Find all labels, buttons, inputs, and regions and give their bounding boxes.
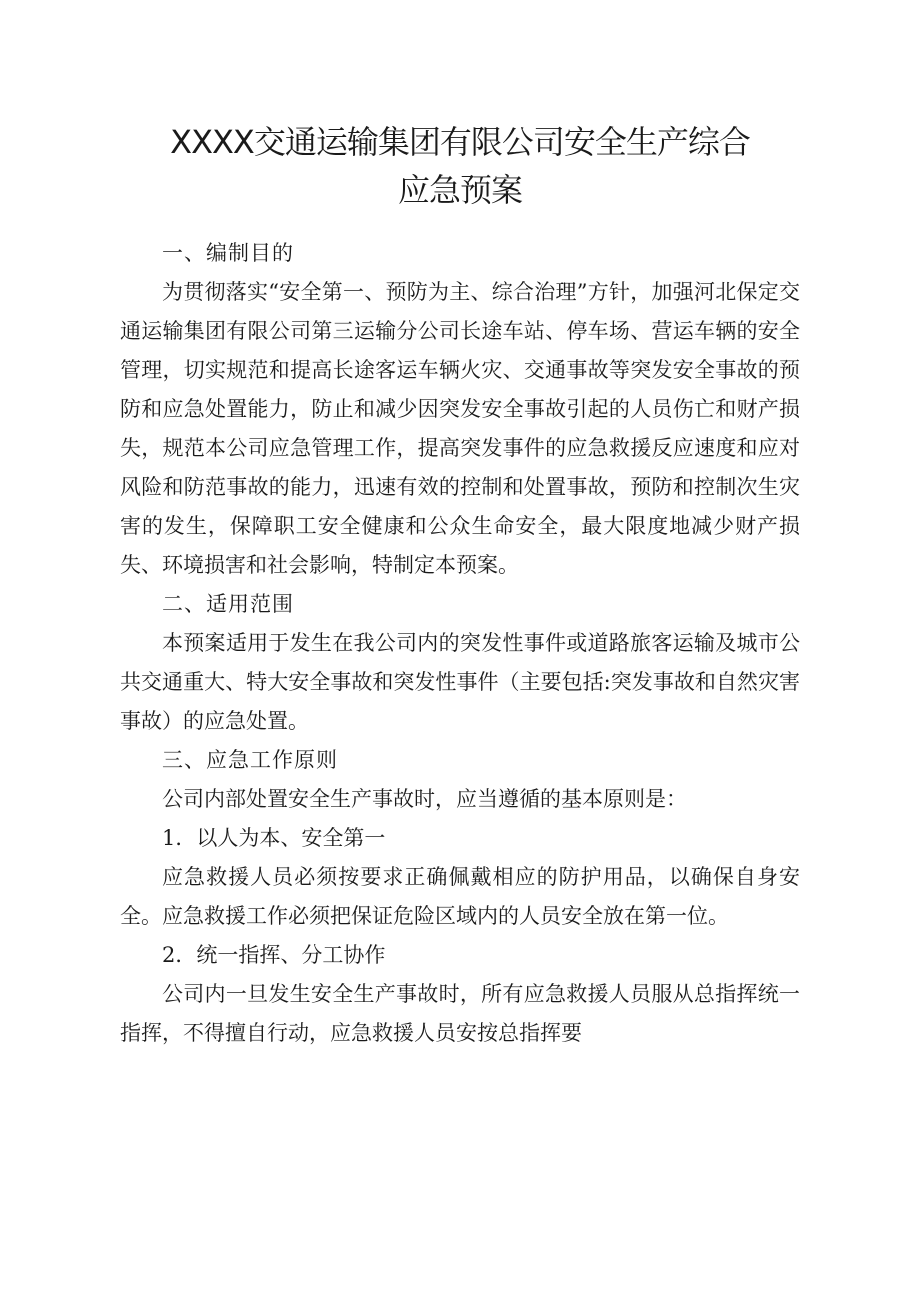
section-heading-principles: 三、应急工作原则	[162, 748, 338, 772]
title-line-1: XXXX交通运输集团有限公司安全生产综合	[170, 123, 750, 161]
principle-heading-1: 1．以人为本、安全第一	[162, 826, 386, 850]
section-heading-scope: 二、适用范围	[162, 592, 294, 616]
principle-heading-2: 2．统一指挥、分工协作	[162, 943, 386, 967]
paragraph-scope: 本预案适用于发生在我公司内的突发性事件或道路旅客运输及城市公共交通重大、特大安全事故和突发性事件（主要包括:突发事故和自然灾害事故）的应急处置。	[120, 631, 800, 733]
document-title	[120, 118, 800, 214]
paragraph-principle-1: 应急救援人员必须按要求正确佩戴相应的防护用品，以确保自身安全。应急救援工作必须把保证危险区域内的人员安全放在第一位。	[120, 865, 800, 928]
document-body	[120, 234, 800, 1053]
paragraph-principle-2: 公司内一旦发生安全生产事故时，所有应急救援人员服从总指挥统一指挥，不得擅自行动，应急救援人员安按总指挥要	[120, 982, 800, 1045]
section-heading-purpose: 一、编制目的	[162, 241, 294, 265]
title-line-2: 应急预案	[397, 171, 522, 209]
paragraph-purpose: 为贯彻落实“安全第一、预防为主、综合治理”方针，加强河北保定交通运输集团有限公司第三运输分公司长途车站、停车场、营运车辆的安全管理，切实规范和提高长途客运车辆火灾、交通事故等突发安全事故的预防和应急处置能力，防止和减少因突发安全事故引起的人员伤亡和财产损失，规范本公司应急管理工作，提高突发事件的应急救援反应速度和应对风险和防范事故的能力，迅速有效的控制和处置事故，预防和控制次生灾害的发生，保障职工安全健康和公众生命安全，最大限度地减少财产损失、环境损害和社会影响，特制定本预案。	[120, 280, 800, 577]
paragraph-principles-intro: 公司内部处置安全生产事故时，应当遵循的基本原则是：	[162, 787, 687, 811]
